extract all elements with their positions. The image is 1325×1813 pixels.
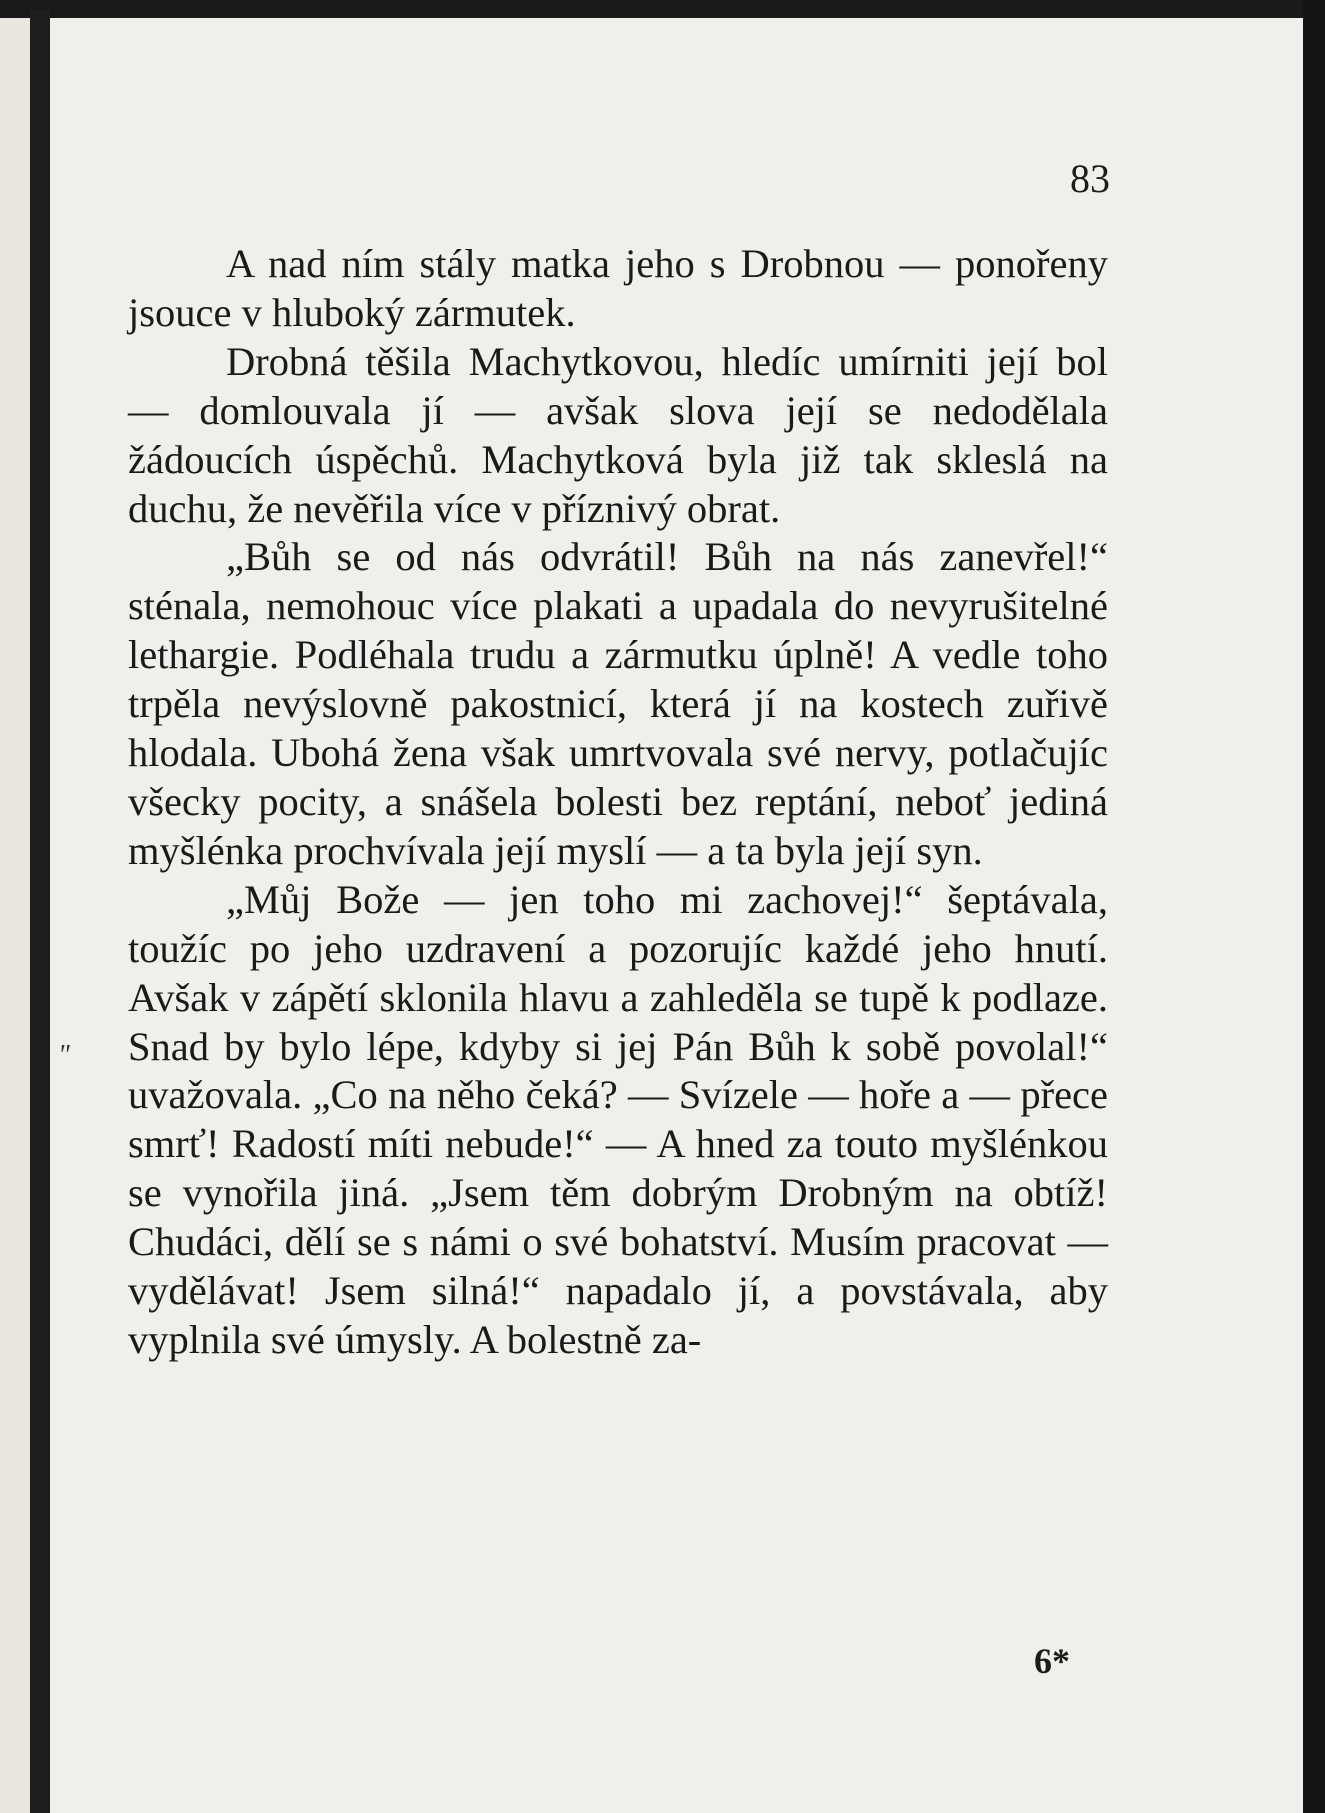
adjacent-page-edge <box>0 18 30 1813</box>
signature-mark: 6* <box>1034 1641 1070 1681</box>
book-gutter <box>30 10 50 1813</box>
page-number: 83 <box>1070 156 1110 201</box>
paragraph: „Bůh se od nás odvrátil! Bůh na nás zanevřel!“ sténala, nemohouc více plakati a upadala do nevyrušitelné lethargie. Podléhala trudu a zármutku úplně! A vedle toho trpěla nevýslovně pakostnicí, která jí na kostech zuřivě hlodala. Ubohá žena však umrtvovala své nervy, potlačujíc všecky pocity, a snášela bolesti bez reptání, neboť jediná myšlénka prochvívala její myslí — a ta byla její syn. <box>128 534 1108 873</box>
paragraph: „Můj Bože — jen toho mi zachovej!“ šeptávala, toužíc po jeho uzdravení a pozorujíc každé jeho hnutí. Avšak v zápětí sklonila hlavu a zahleděla se tupě k podlaze. Snad by bylo lépe, kdyby si jej Pán Bůh k sobě povolal!“ uvažovala. „Co na něho čeká? — Svízele — hoře a — přece smrť! Radostí míti nebude!“ — A hned za touto myšlénkou se vynořila jiná. „Jsem těm dobrým Drobným na obtíž! Chudáci, dělí se s námi o své bohatství. Musím pracovat — vydělávat! Jsem silná!“ napadalo jí, a povstávala, aby vyplnila své úmysly. A bolestně za- <box>128 876 1108 1362</box>
margin-mark: " <box>58 1040 70 1071</box>
scan-border <box>1303 0 1325 1813</box>
paragraph: A nad ním stály matka jeho s Drobnou — ponořeny jsouce v hluboký zármutek. <box>128 241 1108 335</box>
paragraph: Drobná těšila Machytkovou, hledíc umírniti její bol — domlouvala jí — avšak slova její se nedodělala žádoucích úspěchů. Machytková byla již tak skleslá na duchu, že nevěřila více v příznivý obrat. <box>128 338 1108 531</box>
body-text <box>128 240 1108 1365</box>
